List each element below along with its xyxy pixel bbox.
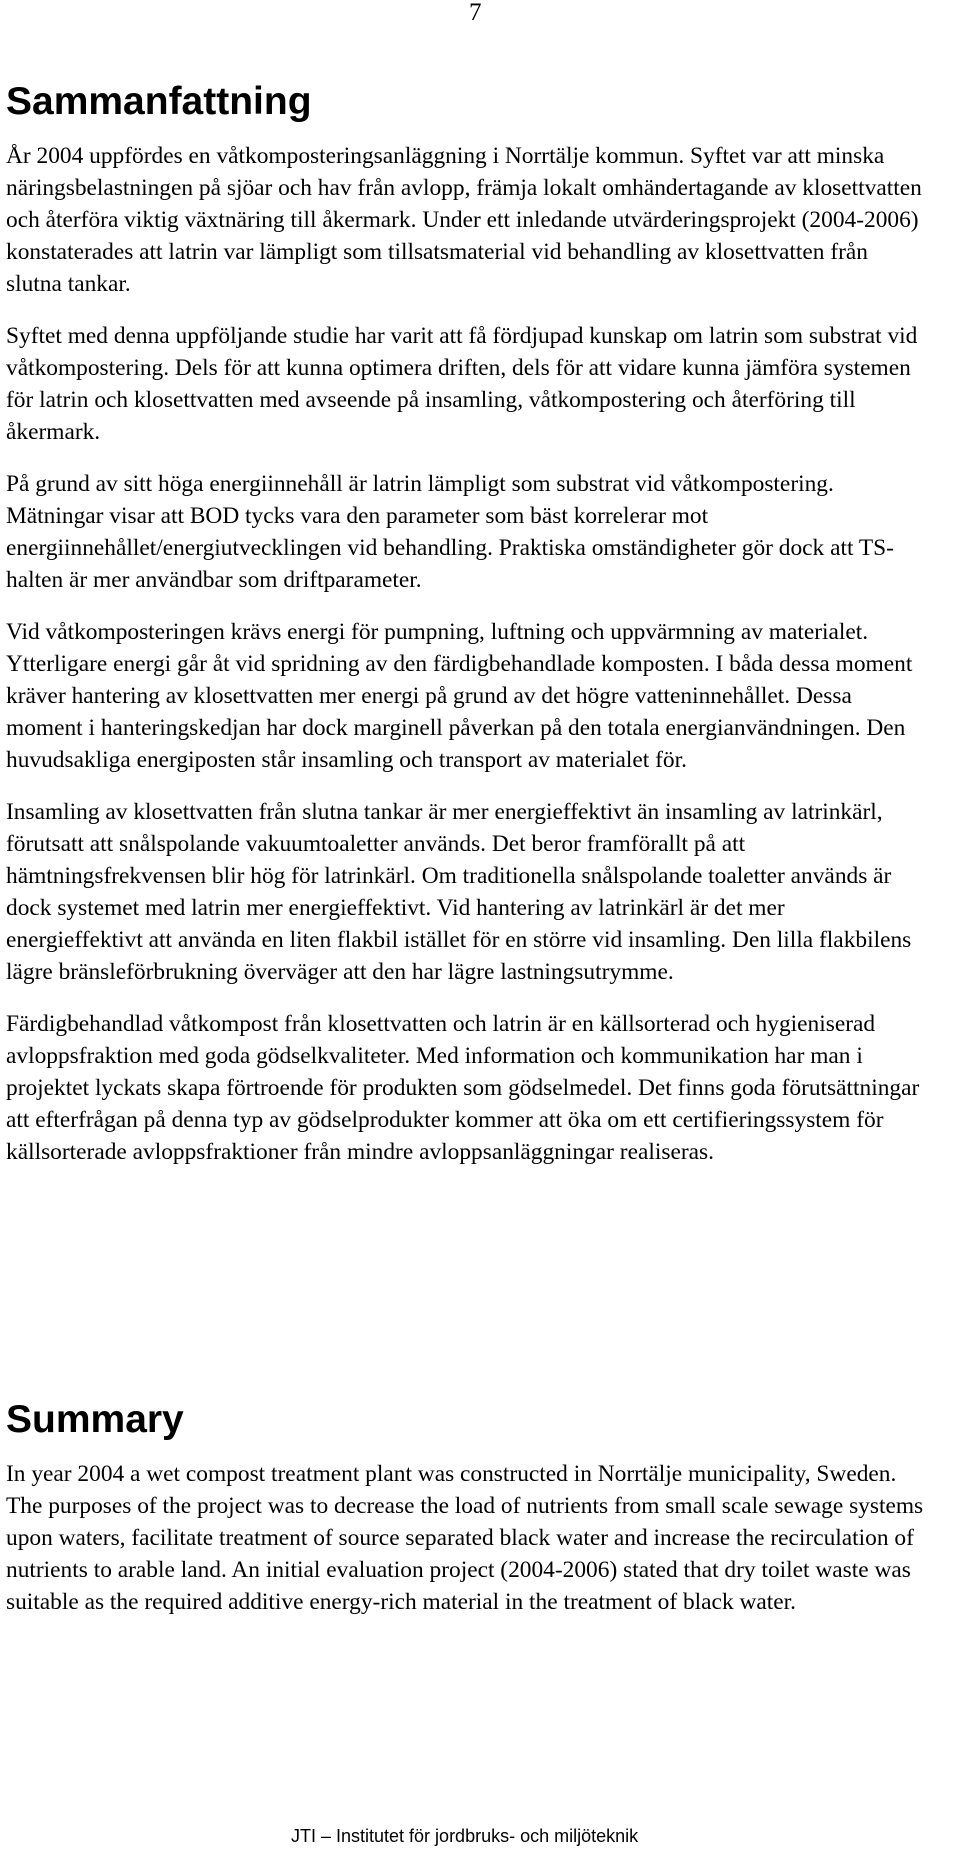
paragraph: År 2004 uppfördes en våtkomposteringsanläggning i Norrtälje kommun. Syftet var att minska näringsbelastningen på sjöar och hav från avlopp, främja lokalt omhändertagande av klosettvatten och återföra viktig växtnäring till åkermark. Under ett inledande utvärderingsprojekt (2004-2006) konstaterades att latrin var lämpligt som tillsatsmaterial vid behandling av klosettvatten från slutna tankar. (6, 143, 922, 297)
sammanfattning-body (6, 140, 926, 1168)
summary-body (6, 1458, 926, 1618)
page-footer: JTI – Institutet för jordbruks- och miljöteknik (291, 1826, 639, 1846)
page-number: 7 (469, 0, 482, 26)
paragraph: In year 2004 a wet compost treatment plant was constructed in Norrtälje municipality, Sweden. The purposes of the project was to decrease the load of nutrients from small scale sewage systems upon waters, facilitate treatment of source separated black water and increase the recirculation of nutrients to arable land. An initial evaluation project (2004-2006) stated that dry toilet waste was suitable as the required additive energy-rich material in the treatment of black water. (6, 1461, 924, 1615)
paragraph: Syftet med denna uppföljande studie har varit att få fördjupad kunskap om latrin som substrat vid våtkompostering. Dels för att kunna optimera driften, dels för att vidare kunna jämföra systemen för latrin och klosettvatten med avseende på insamling, våtkompostering och återföring till åkermark. (6, 323, 918, 445)
section-heading-summary: Summary (6, 1398, 184, 1441)
section-heading-sammanfattning: Sammanfattning (6, 80, 312, 123)
paragraph: Insamling av klosettvatten från slutna tankar är mer energieffektivt än insamling av latrinkärl, förutsatt att snålspolande vakuumtoaletter används. Det beror framförallt på att hämtningsfrekvensen blir hög för latrinkärl. Om traditionella snålspolande toaletter används är dock systemet med latrin mer energieffektivt. Vid hantering av latrinkärl är det mer energieffektivt att använda en liten flakbil istället för en större vid insamling. Den lilla flakbilens lägre bränsleförbrukning överväger att den har lägre lastningsutrymme. (6, 799, 912, 985)
paragraph: På grund av sitt höga energiinnehåll är latrin lämpligt som substrat vid våtkompostering. Mätningar visar att BOD tycks vara den parameter som bäst korrelerar mot energiinnehållet/energiutvecklingen vid behandling. Praktiska omständigheter gör dock att TS-halten är mer användbar som driftparameter. (6, 471, 894, 593)
paragraph: Färdigbehandlad våtkompost från klosettvatten och latrin är en källsorterad och hygieniserad avloppsfraktion med goda gödselkvaliteter. Med information och kommunikation har man i projektet lyckats skapa förtroende för produkten som gödselmedel. Det finns goda förutsättningar att efterfrågan på denna typ av gödselprodukter kommer att öka om ett certifieringssystem för källsorterade avloppsfraktioner från mindre avloppsanläggningar realiseras. (6, 1011, 920, 1165)
paragraph: Vid våtkomposteringen krävs energi för pumpning, luftning och uppvärmning av materialet. Ytterligare energi går åt vid spridning av den färdigbehandlade komposten. I båda dessa moment kräver hantering av klosettvatten mer energi på grund av det högre vatteninnehållet. Dessa moment i hanteringskedjan har dock marginell påverkan på den totala energianvändningen. Den huvudsakliga energiposten står insamling och transport av materialet för. (6, 619, 913, 773)
